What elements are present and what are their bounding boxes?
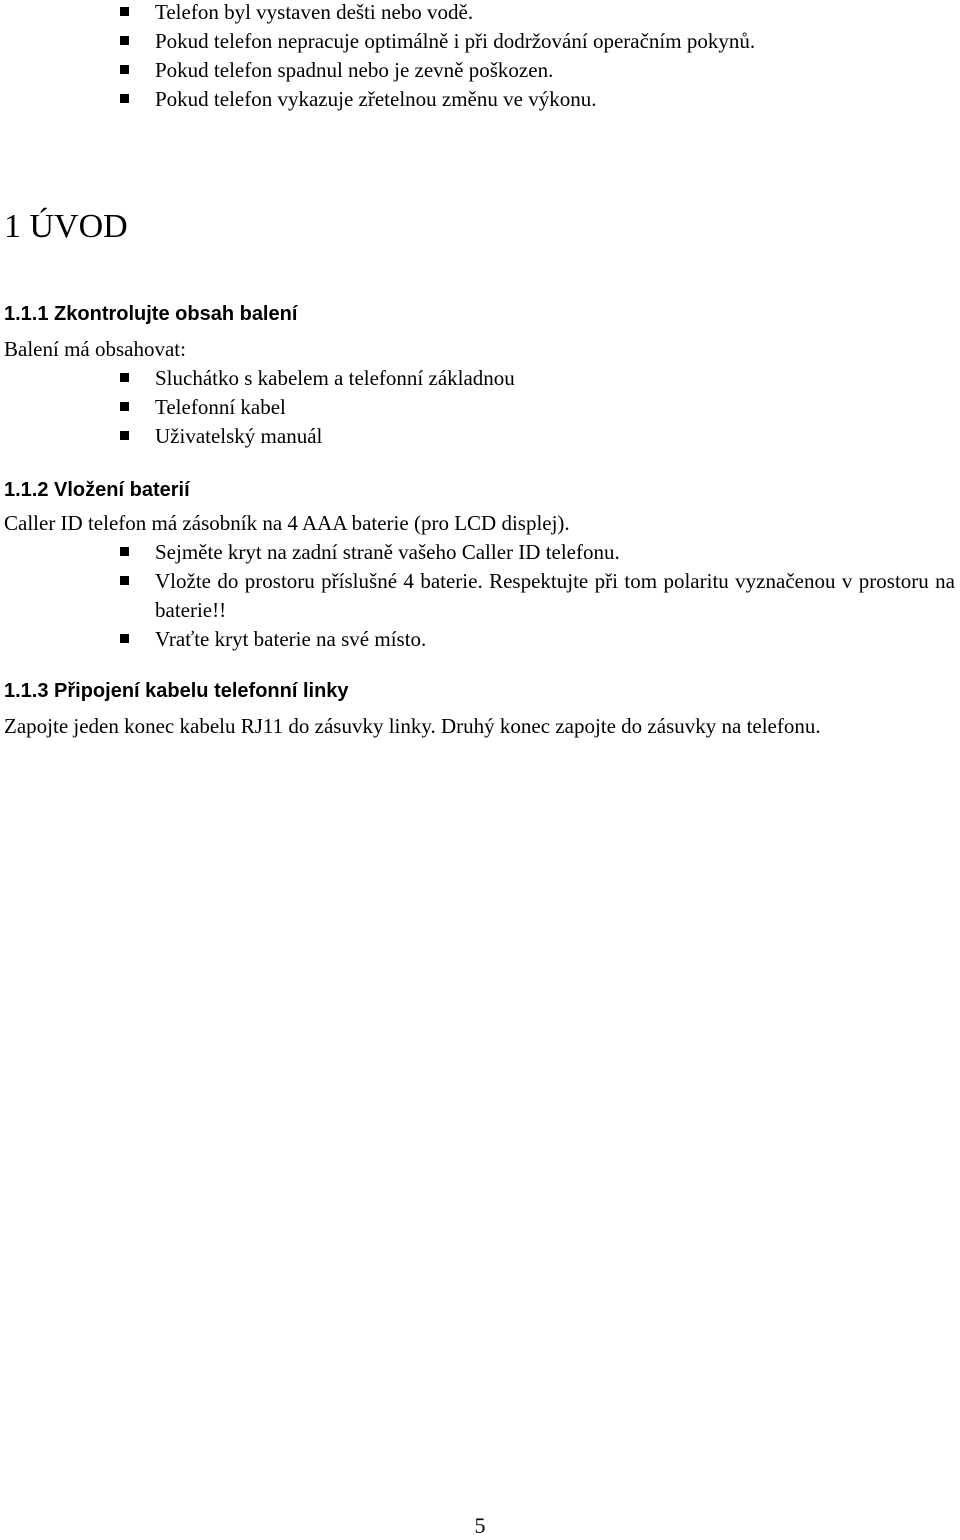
section-heading-batteries: 1.1.2 Vložení baterií — [4, 479, 190, 501]
list-item: Pokud telefon spadnul nebo je zevně poškozen. — [0, 56, 955, 85]
batteries-steps-list — [0, 538, 955, 654]
list-item: Sluchátko s kabelem a telefonní základnou — [0, 364, 955, 393]
square-bullet-icon — [120, 373, 129, 382]
list-item: Telefon byl vystaven dešti nebo vodě. — [0, 0, 955, 27]
square-bullet-icon — [120, 7, 129, 16]
list-item: Pokud telefon vykazuje zřetelnou změnu ve výkonu. — [0, 85, 955, 114]
square-bullet-icon — [120, 65, 129, 74]
list-item: Sejměte kryt na zadní straně vašeho Caller ID telefonu. — [0, 538, 955, 567]
square-bullet-icon — [120, 431, 129, 440]
list-item: Vraťte kryt baterie na své místo. — [0, 625, 955, 654]
square-bullet-icon — [120, 547, 129, 556]
square-bullet-icon — [120, 576, 129, 585]
batteries-intro: Caller ID telefon má zásobník na 4 AAA baterie (pro LCD displej). — [4, 511, 570, 535]
package-contents-list — [0, 364, 955, 451]
list-item: Vložte do prostoru příslušné 4 baterie. Respektujte při tom polaritu vyznačenou v prostoru na baterie!! — [0, 567, 955, 625]
warning-list — [0, 0, 955, 114]
page-number: 5 — [474, 1513, 486, 1538]
list-item: Uživatelský manuál — [0, 422, 955, 451]
square-bullet-icon — [120, 634, 129, 643]
phone-line-body: Zapojte jeden konec kabelu RJ11 do zásuvky linky. Druhý konec zapojte do zásuvky na telefonu. — [4, 714, 821, 738]
list-item: Pokud telefon nepracuje optimálně i při dodržování operačním pokynů. — [0, 27, 955, 56]
square-bullet-icon — [120, 402, 129, 411]
package-intro: Balení má obsahovat: — [4, 337, 186, 361]
section-heading-phone-line: 1.1.3 Připojení kabelu telefonní linky — [4, 680, 349, 702]
square-bullet-icon — [120, 36, 129, 45]
chapter-title: 1 ÚVOD — [4, 208, 128, 245]
list-item: Telefonní kabel — [0, 393, 955, 422]
square-bullet-icon — [120, 94, 129, 103]
section-heading-package-contents: 1.1.1 Zkontrolujte obsah balení — [4, 303, 298, 325]
